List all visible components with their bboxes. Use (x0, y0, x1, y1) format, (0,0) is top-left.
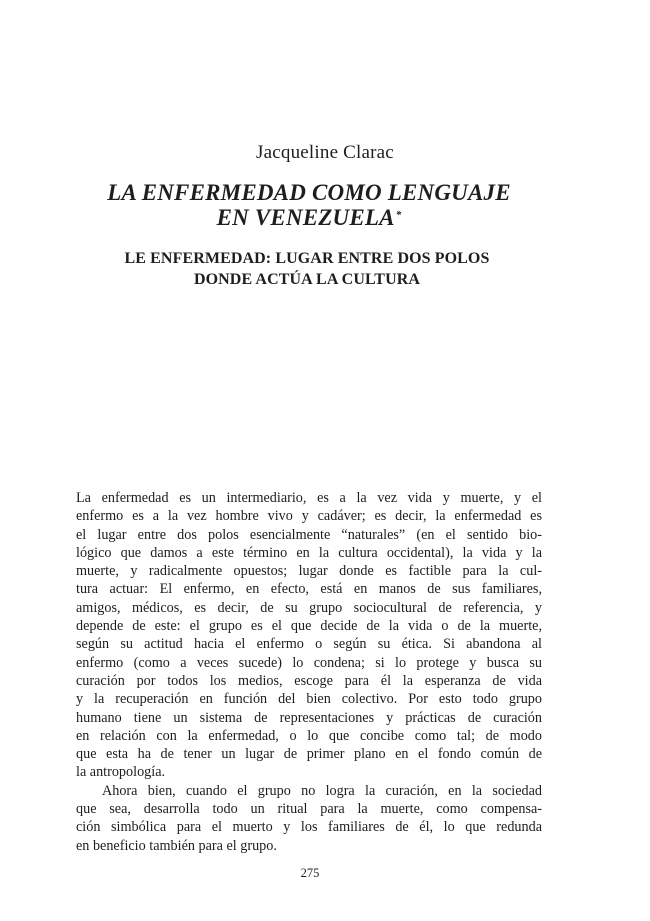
text-line: ción simbólica para el muerto y los familiares de él, lo que redunda (76, 819, 542, 836)
text-line: que sea, desarrolla todo un ritual para la muerte, como compensa- (76, 801, 542, 818)
chapter-title (0, 180, 618, 230)
text-line: lógico que damos a este término en la cultura occidental), la vida y la (76, 544, 542, 561)
text-line: enfermo es a la vez hombre vivo y cadáver; es decir, la enfermedad es (76, 508, 542, 525)
chapter-title-text: EN VENEZUELA (216, 205, 395, 230)
text-line: Ahora bien, cuando el grupo no logra la curación, en la sociedad (102, 782, 542, 799)
paragraph-2 (76, 782, 542, 855)
text-line: La enfermedad es un intermediario, es a la vez vida y muerte, y el (76, 490, 542, 506)
body-text (76, 489, 542, 855)
chapter-title-line (0, 205, 618, 230)
text-line: enfermo (como a veces sucede) lo condena; si lo protege y busca su (76, 654, 542, 671)
text-line: muerte, y radicalmente opuestos; lugar donde es factible para la cul- (76, 563, 542, 580)
chapter-title-line: LA ENFERMEDAD COMO LENGUAJE (107, 180, 511, 205)
section-heading-line: DONDE ACTÚA LA CULTURA (193, 271, 421, 288)
text-line: humano tiene un sistema de representaciones y prácticas de curación (76, 709, 542, 726)
section-heading (0, 248, 614, 290)
text-line: y la recuperación en función del bien colectivo. Por esto todo grupo (76, 691, 542, 708)
page-number: 275 (300, 866, 320, 880)
text-line: según su actitud hacia el enfermo o según su ética. Si abandona al (76, 636, 542, 653)
text-line: amigos, médicos, es decir, de su grupo sociocultural de referencia, y (76, 599, 542, 616)
footnote-mark: * (395, 209, 402, 221)
text-line: la antropología. (76, 764, 166, 781)
text-line: depende de este: el grupo es el que decide de la vida o de la muerte, (76, 618, 542, 635)
text-line: en beneficio también para el grupo. (76, 837, 277, 854)
author-name: Jacqueline Clarac (256, 142, 394, 163)
text-line: el lugar entre dos polos esencialmente “naturales” (en el sentido bio- (76, 526, 542, 543)
text-line: en relación con la enfermedad, o lo que concibe como tal; de modo (76, 727, 542, 744)
text-line: tura actuar: El enfermo, en efecto, está en manos de sus familiares, (76, 581, 542, 598)
text-line: que esta ha de tener un lugar de primer plano en el fondo común de (76, 746, 542, 763)
text-line: curación por todos los medios, escoge para él la esperanza de vida (76, 672, 542, 689)
section-heading-line: LE ENFERMEDAD: LUGAR ENTRE DOS POLOS (124, 250, 490, 267)
paragraph-1 (76, 489, 542, 782)
